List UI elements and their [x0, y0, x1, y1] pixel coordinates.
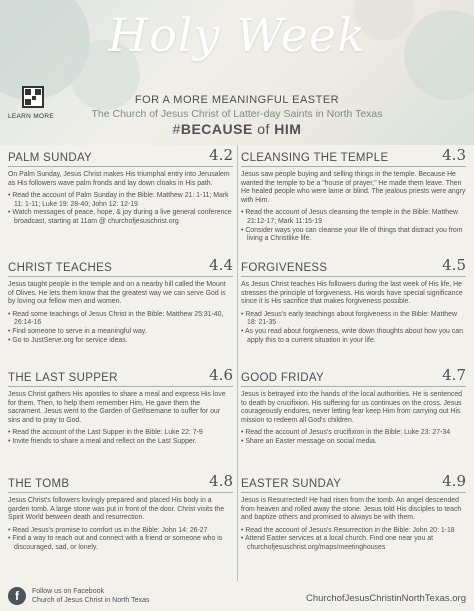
- section-body: Jesus saw people buying and selling things in the temple. Because He wanted the temple to be a "house of prayer," He made them leave. Then He healed people who were lame or blind. The jealous priests were angry with Him.: [241, 171, 466, 204]
- section-body: Jesus Christ gathers His apostles to share a meal and express His love for them. Then, to help them remember Him, He gave them the sacrament. Jesus went to the Garden of Gethsemane to suffer for our sins and to pray to God.: [8, 391, 226, 424]
- section-list: • Read the account of Palm Sunday in the Bible: Matthew 21: 1-11; Mark 11: 1-11; Luke 19: 28-40; John 12: 12-19 • Watch messages of peace, hope, & joy during a live general conference broadcast, starting at 11am @ churchofjesuschrist.org: [8, 192, 232, 225]
- holy-week-title: Holy Week: [108, 8, 366, 62]
- section-list: • Read some teachings of Jesus Christ in the Bible: Matthew 25:31-40, 26:14-16 • Find someone to serve in a meaningful way. • Go to JustServe.org for service ideas.: [8, 310, 224, 344]
- section-cleansing-the-temple: [237, 147, 474, 244]
- section-title: CHRIST TEACHES: [8, 262, 113, 274]
- section-body: As Jesus Christ teaches His followers during the last week of His life, He stresses the principle of forgiveness. His words have special significance since it is His sacrifice that makes forgiveness possible.: [241, 281, 463, 306]
- section-number: 4.3: [442, 146, 466, 164]
- section-number: 4.9: [442, 472, 466, 490]
- section-number: 4.2: [209, 146, 233, 164]
- section-title: GOOD FRIDAY: [241, 372, 324, 384]
- section-the-last-supper: [0, 367, 237, 447]
- website-link[interactable]: ChurchofJesusChristinNorthTexas.org: [306, 593, 466, 604]
- header-banner: [0, 0, 474, 145]
- section-title: THE TOMB: [8, 478, 70, 490]
- section-good-friday: [237, 367, 474, 447]
- section-christ-teaches: [0, 257, 237, 345]
- section-the-tomb: [0, 473, 237, 553]
- section-title: FORGIVENESS: [241, 262, 328, 274]
- section-list: • Read Jesus's promise to comfort us in the Bible: John 14: 26-27 • Find a way to reach out and connect with a friend or someone who is discouraged, sad, or lonely.: [8, 526, 223, 551]
- section-body: Jesus is betrayed into the hands of the local authorities. He is sentenced to death by crucifixion. His suffering for us continues on the cross. Jesus courageously endures, never letting fear keep Him from carrying out His mission to redeem all God's children.: [241, 391, 463, 424]
- section-title: THE LAST SUPPER: [8, 372, 118, 384]
- section-title: EASTER SUNDAY: [241, 478, 342, 490]
- section-title: PALM SUNDAY: [8, 152, 93, 164]
- section-list: • Read the account of Jesus's crucifixion in the Bible: Luke 23: 27-34 • Share an Easter message on social media.: [241, 429, 451, 445]
- section-easter-sunday: [237, 473, 474, 553]
- section-body: Jesus taught people in the temple and on a nearby hill called the Mount of Olives. He lets them know that the greatest way we can serve God is by loving our fellow men and women.: [8, 281, 226, 306]
- section-body: Jesus is Resurrected! He had risen from the tomb. An angel descended from heaven and rolled away the stone. Jesus told His disciples to teach and baptize others and promised to always be with them.: [241, 497, 462, 522]
- section-list: • Read the account of the Last Supper in the Bible: Luke 22: 7-9 • Invite friends to share a meal and reflect on the Last Supper.: [8, 429, 203, 445]
- section-number: 4.5: [442, 256, 466, 274]
- church-name: The Church of Jesus Christ of Latter-day Saints in North Texas: [91, 108, 383, 120]
- footer: [0, 584, 474, 611]
- facebook-page-name[interactable]: Church of Jesus Christ in North Texas: [32, 597, 150, 604]
- section-palm-sunday: [0, 147, 237, 227]
- facebook-follow-text[interactable]: Follow us on Facebook: [32, 588, 104, 595]
- section-title: CLEANSING THE TEMPLE: [241, 152, 389, 164]
- section-list: • Read the account of Jesus cleansing the temple in the Bible: Matthew 21:12-17; Mark 11:15-19 • Consider ways you can cleanse your life of things that distract you from living a Christlike life.: [241, 209, 463, 243]
- section-body: On Palm Sunday, Jesus Christ makes His triumphal entry into Jerusalem as His followers wave palm fronds and lay down cloaks in His path.: [8, 171, 230, 187]
- section-forgiveness: [237, 257, 474, 345]
- section-number: 4.7: [442, 366, 466, 384]
- section-body: Jesus Christ's followers lovingly prepared and placed His body in a garden tomb. A large stone was put in front of the door. Christ visits the Spirit World between death and resurrection.: [8, 497, 225, 522]
- section-number: 4.4: [209, 256, 233, 274]
- section-list: • Read the account of Jesus's Resurrection in the Bible: John 20: 1-18 • Attend Easter services at a local church. Find one near you at churchofjesuschrist.org/maps/meetinghouses: [241, 526, 455, 551]
- subtitle: FOR A MORE MEANINGFUL EASTER: [134, 94, 340, 106]
- section-number: 4.6: [209, 366, 233, 384]
- learn-more-label: LEARN MORE: [8, 113, 54, 120]
- section-list: • Read Jesus's early teachings about forgiveness in the Bible: Matthew 18: 21-35 • As you read about forgiveness, write down thoughts about how you can apply this to a current situation in your life.: [241, 310, 463, 344]
- section-number: 4.8: [209, 472, 233, 490]
- hashtag: #BECAUSE of HIM: [172, 121, 302, 137]
- facebook-icon[interactable]: f: [8, 587, 26, 605]
